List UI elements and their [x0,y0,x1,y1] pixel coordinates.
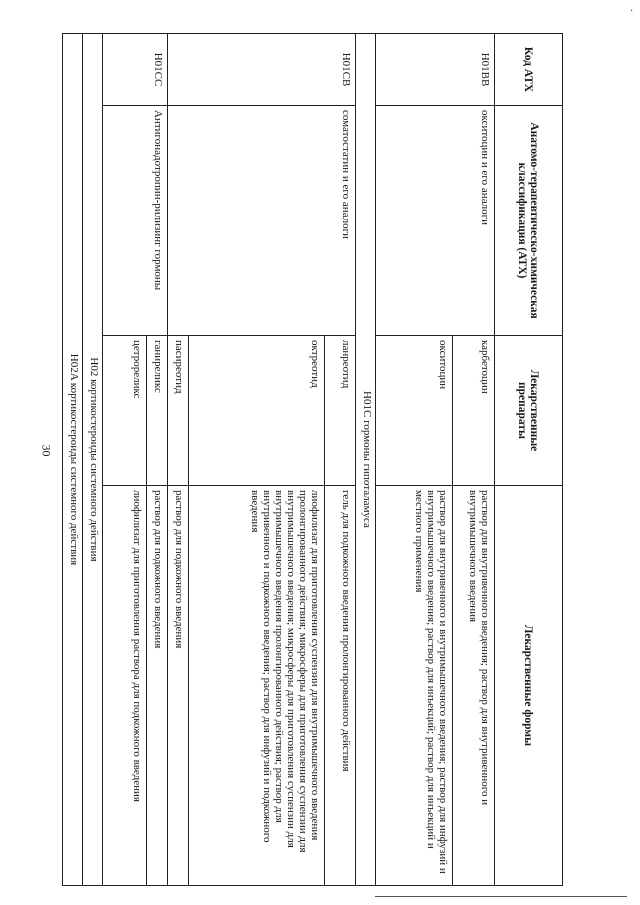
section-row [63,34,83,886]
section-row [82,34,102,886]
header-forms: Лекарственные формы [494,486,562,886]
section-heading: H02 кортикостероиды системного действия [82,34,102,886]
drug-name: октреотид [188,336,325,486]
drug-forms: лиофилизат для приготовления раствора для подкожного введения [102,486,146,886]
table-row [146,34,167,886]
header-classification: Анатомо-терапевтическо-химическая классификация (АТХ) [494,106,562,336]
drug-name: ганиреликс [146,336,167,486]
atx-table [62,33,563,886]
section-heading: H01C гормоны гипоталамуса [355,34,375,886]
section-heading: H02A кортикостероиды системного действия [63,34,83,886]
drug-forms: гель для подкожного введения пролонгированного действия [325,486,356,886]
drug-name: пасиреотид [167,336,188,486]
drug-forms: раствор для подкожного введения [167,486,188,886]
table-row [325,34,356,886]
rotated-table-frame [62,33,563,885]
bottom-rule [375,896,627,897]
drug-forms: лиофилизат для приготовления суспензии для внутримышечного введения пролонгированного действия; микросферы для приготовления суспензии для внутримышечного введения; микросферы для приготовления суспензии для внутримышечного введения пролонгированного действия; раствор для внутривенного и подкожного введения; раствор для инфузий и подкожного введения [188,486,325,886]
table-header-row [494,34,562,886]
drug-forms: раствор для подкожного введения [146,486,167,886]
header-code: Код АТХ [494,34,562,106]
drug-forms: раствор для внутривенного введения; раствор для внутривенного и внутримышечного введения [452,486,494,886]
atx-classification: Антигонадотропин-рилизинг гормоны [102,106,167,336]
atx-code: H01CC [102,34,167,106]
header-drugs: Лекарственные препараты [494,336,562,486]
atx-code: H01CB [167,34,355,106]
drug-name: карбетоцин [452,336,494,486]
atx-classification: окситоцин и его аналоги [375,106,494,336]
drug-name: ланреотид [325,336,356,486]
section-row [355,34,375,886]
table-row [452,34,494,886]
atx-classification: соматостатин и его аналоги [167,106,355,336]
scan-dot: · [630,6,634,17]
drug-name: окситоцин [375,336,452,486]
drug-forms: раствор для внутривенного и внутримышечного введения; раствор для инфузий и внутримышечного введения; раствор для инъекций; раствор для инъекций и местного применения [375,486,452,886]
atx-code: H01BB [375,34,494,106]
drug-name: цетрореликс [102,336,146,486]
page-number: 30 [39,444,54,457]
